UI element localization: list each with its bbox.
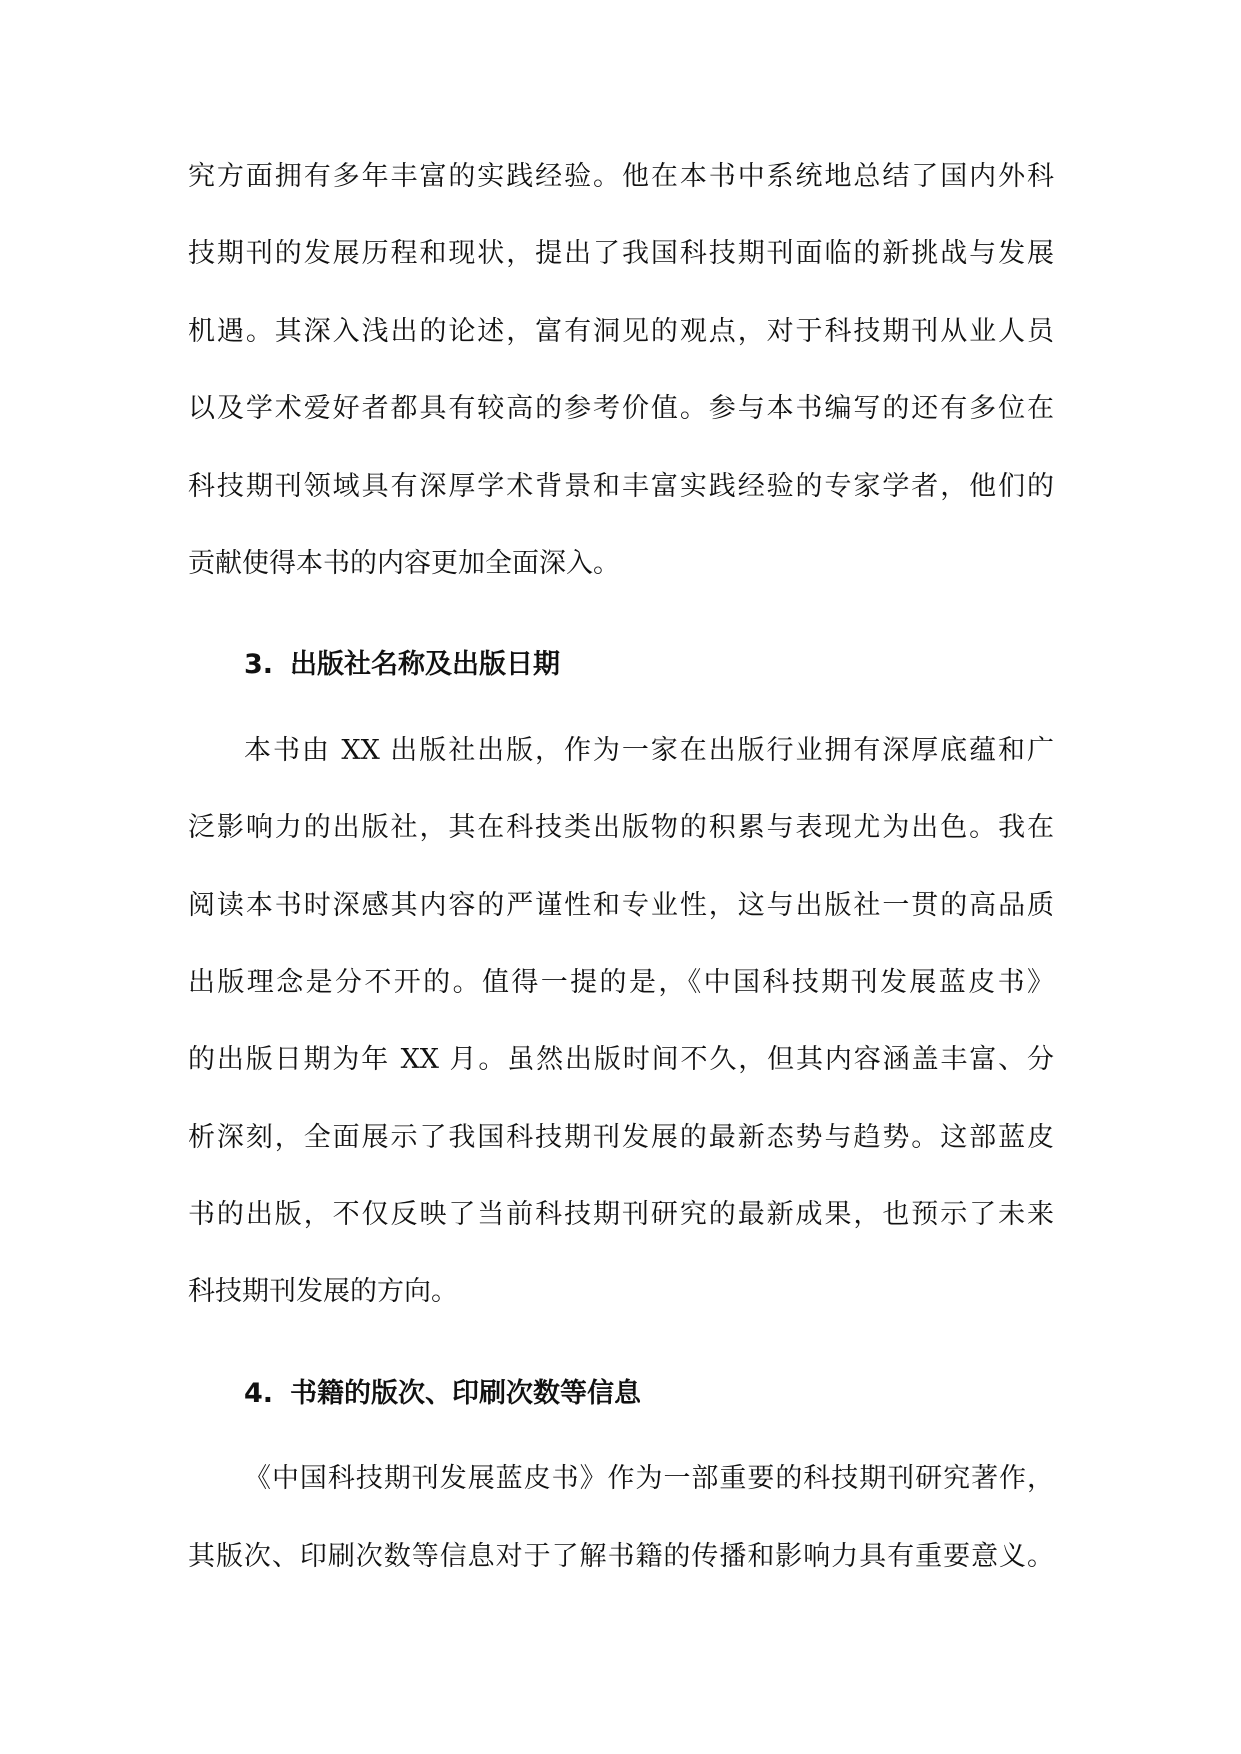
text-line: 泛影响力的出版社，其在科技类出版物的积累与表现尤为出色。我在 — [188, 812, 1054, 844]
text-line: 出版理念是分不开的。值得一提的是，《中国科技期刊发展蓝皮书》 — [188, 966, 1054, 998]
text-line: 科技期刊发展的方向。 — [188, 1276, 458, 1308]
section-number: 4. — [244, 1377, 274, 1409]
text-line: 究方面拥有多年丰富的实践经验。他在本书中系统地总结了国内外科 — [188, 161, 1054, 192]
text-line: 技期刊的发展历程和现状，提出了我国科技期刊面临的新挑战与发展 — [188, 238, 1054, 270]
text-line: 机遇。其深入浅出的论述，富有洞见的观点，对于科技期刊从业人员 — [188, 315, 1054, 347]
paragraph-author-background — [188, 138, 1054, 602]
section-title: 出版社名称及出版日期 — [290, 649, 560, 681]
section-number: 3. — [244, 649, 274, 681]
text-line: 科技期刊领域具有深厚学术背景和丰富实践经验的专家学者，他们的 — [188, 470, 1054, 502]
text-line: 阅读本书时深感其内容的严谨性和专业性，这与出版社一贯的高品质 — [188, 889, 1054, 921]
text-line: 本书由 XX 出版社出版，作为一家在出版行业拥有深厚底蕴和广 — [244, 734, 1054, 766]
text-line: 书的出版，不仅反映了当前科技期刊研究的最新成果，也预示了未来 — [188, 1199, 1054, 1231]
section-heading-publisher — [188, 626, 1054, 703]
section-heading-edition-info — [188, 1355, 1054, 1432]
page-content — [188, 138, 1054, 1595]
text-line: 《中国科技期刊发展蓝皮书》作为一部重要的科技期刊研究著作， — [244, 1463, 1054, 1495]
text-line: 析深刻，全面展示了我国科技期刊发展的最新态势与趋势。这部蓝皮 — [188, 1121, 1054, 1153]
text-line: 其版次、印刷次数等信息对于了解书籍的传播和影响力具有重要意义。 — [188, 1540, 1054, 1572]
text-line: 贡献使得本书的内容更加全面深入。 — [188, 547, 620, 579]
text-line: 以及学术爱好者都具有较高的参考价值。参与本书编写的还有多位在 — [188, 393, 1054, 425]
text-line: 的出版日期为年 XX 月。虽然出版时间不久，但其内容涵盖丰富、分 — [188, 1044, 1054, 1076]
paragraph-edition-info — [188, 1440, 1054, 1595]
section-title: 书籍的版次、印刷次数等信息 — [290, 1377, 641, 1409]
paragraph-publisher — [188, 712, 1054, 1331]
